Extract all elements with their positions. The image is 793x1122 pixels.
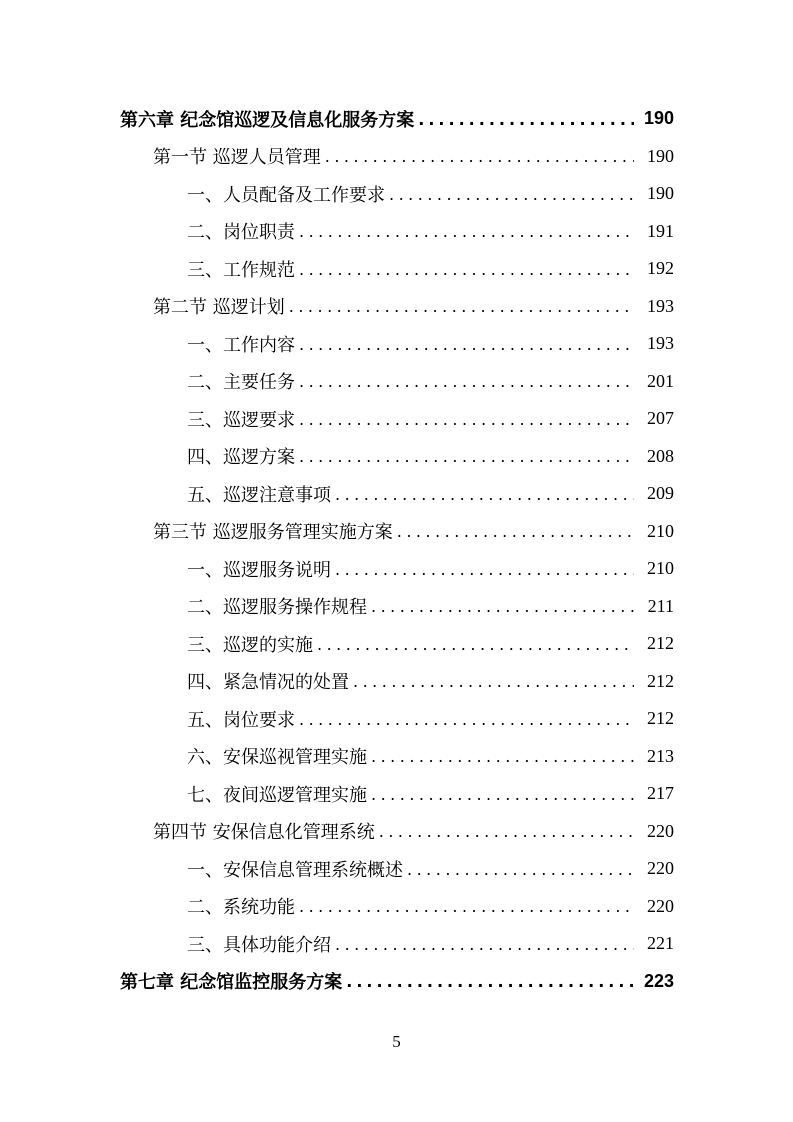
dot-leader bbox=[299, 224, 634, 240]
dot-leader bbox=[299, 374, 634, 390]
toc-entry-title: 四、巡逻方案 bbox=[187, 447, 295, 469]
dot-leader bbox=[335, 937, 634, 953]
toc-entry-title: 第六章 纪念馆巡逻及信息化服务方案 bbox=[120, 109, 415, 131]
toc-entry-title: 五、巡逻注意事项 bbox=[187, 484, 331, 506]
toc-entry-page-number: 209 bbox=[647, 483, 674, 504]
toc-entry-title: 七、夜间巡逻管理实施 bbox=[187, 784, 367, 806]
toc-subsection-entry bbox=[0, 588, 674, 626]
toc-subsection-entry bbox=[0, 888, 674, 926]
dot-leader bbox=[346, 974, 634, 990]
toc-entry-page-number: 210 bbox=[647, 520, 674, 541]
dot-leader bbox=[335, 487, 634, 503]
toc-entry-title: 一、巡逻服务说明 bbox=[187, 559, 331, 581]
dot-leader bbox=[299, 712, 634, 728]
toc-subsection-entry bbox=[0, 550, 674, 588]
toc-entry-page-number: 220 bbox=[647, 820, 674, 841]
toc-entry-page-number: 221 bbox=[647, 933, 674, 954]
toc-subsection-entry bbox=[0, 250, 674, 288]
page-number: 5 bbox=[392, 1032, 401, 1051]
toc-entry-title: 五、岗位要求 bbox=[187, 709, 295, 731]
toc-entry-page-number: 190 bbox=[647, 183, 674, 204]
dot-leader bbox=[299, 262, 634, 278]
toc-entry-title: 一、安保信息管理系统概述 bbox=[187, 859, 403, 881]
toc-entry-page-number: 193 bbox=[647, 295, 674, 316]
dot-leader bbox=[299, 449, 634, 465]
toc-entry-title: 二、岗位职责 bbox=[187, 222, 295, 244]
toc-section-entry bbox=[0, 513, 674, 551]
toc-subsection-entry bbox=[0, 738, 674, 776]
toc-entry-page-number: 220 bbox=[647, 895, 674, 916]
toc-entry-title: 第四节 安保信息化管理系统 bbox=[153, 822, 375, 844]
toc-entry-page-number: 201 bbox=[647, 370, 674, 391]
dot-leader bbox=[418, 112, 634, 128]
toc-entry-page-number: 212 bbox=[647, 670, 674, 691]
dot-leader bbox=[379, 824, 634, 840]
toc-entry-page-number: 190 bbox=[647, 145, 674, 166]
toc-entry-title: 三、工作规范 bbox=[187, 259, 295, 281]
toc-entry-title: 二、主要任务 bbox=[187, 372, 295, 394]
dot-leader bbox=[299, 899, 634, 915]
dot-leader bbox=[335, 562, 634, 578]
toc-entry-title: 二、系统功能 bbox=[187, 897, 295, 919]
dot-leader bbox=[325, 149, 634, 165]
toc-entry-title: 四、紧急情况的处置 bbox=[187, 672, 349, 694]
toc-subsection-entry bbox=[0, 213, 674, 251]
toc-subsection-entry bbox=[0, 400, 674, 438]
toc-subsection-entry bbox=[0, 850, 674, 888]
dot-leader bbox=[371, 599, 634, 615]
toc-entry-page-number: 220 bbox=[647, 858, 674, 879]
dot-leader bbox=[389, 187, 634, 203]
toc-entry-page-number: 208 bbox=[647, 445, 674, 466]
toc-entry-page-number: 212 bbox=[647, 708, 674, 729]
toc-entry-page-number: 223 bbox=[643, 970, 674, 991]
toc-subsection-entry bbox=[0, 325, 674, 363]
toc-subsection-entry bbox=[0, 700, 674, 738]
toc-entry-page-number: 213 bbox=[647, 745, 674, 766]
table-of-contents bbox=[0, 100, 793, 1000]
toc-subsection-entry bbox=[0, 438, 674, 476]
toc-entry-title: 第三节 巡逻服务管理实施方案 bbox=[153, 522, 393, 544]
dot-leader bbox=[371, 749, 634, 765]
toc-entry-page-number: 191 bbox=[647, 220, 674, 241]
toc-entry-page-number: 190 bbox=[643, 108, 674, 129]
dot-leader bbox=[299, 337, 634, 353]
dot-leader bbox=[371, 787, 634, 803]
toc-entry-title: 第二节 巡逻计划 bbox=[153, 297, 285, 319]
toc-subsection-entry bbox=[0, 475, 674, 513]
toc-section-entry bbox=[0, 813, 674, 851]
toc-entry-page-number: 211 bbox=[647, 595, 674, 616]
toc-entry-title: 一、人员配备及工作要求 bbox=[187, 184, 385, 206]
toc-entry-title: 三、巡逻要求 bbox=[187, 409, 295, 431]
toc-subsection-entry bbox=[0, 663, 674, 701]
toc-entry-title: 二、巡逻服务操作规程 bbox=[187, 597, 367, 619]
toc-subsection-entry bbox=[0, 175, 674, 213]
toc-entry-title: 六、安保巡视管理实施 bbox=[187, 747, 367, 769]
toc-subsection-entry bbox=[0, 775, 674, 813]
toc-chapter-entry bbox=[0, 100, 674, 138]
toc-entry-title: 第七章 纪念馆监控服务方案 bbox=[120, 972, 343, 994]
dot-leader bbox=[289, 299, 634, 315]
toc-entry-title: 一、工作内容 bbox=[187, 334, 295, 356]
toc-chapter-entry bbox=[0, 963, 674, 1001]
dot-leader bbox=[407, 862, 634, 878]
toc-section-entry bbox=[0, 138, 674, 176]
dot-leader bbox=[397, 524, 634, 540]
toc-entry-title: 三、巡逻的实施 bbox=[187, 634, 313, 656]
toc-subsection-entry bbox=[0, 625, 674, 663]
toc-entry-title: 第一节 巡逻人员管理 bbox=[153, 147, 321, 169]
toc-entry-page-number: 207 bbox=[647, 408, 674, 429]
toc-entry-page-number: 193 bbox=[647, 333, 674, 354]
toc-section-entry bbox=[0, 288, 674, 326]
dot-leader bbox=[317, 637, 634, 653]
dot-leader bbox=[353, 674, 634, 690]
toc-entry-title: 三、具体功能介绍 bbox=[187, 934, 331, 956]
toc-entry-page-number: 212 bbox=[647, 633, 674, 654]
toc-subsection-entry bbox=[0, 363, 674, 401]
toc-entry-page-number: 192 bbox=[647, 258, 674, 279]
toc-entry-page-number: 217 bbox=[647, 783, 674, 804]
dot-leader bbox=[299, 412, 634, 428]
toc-entry-page-number: 210 bbox=[647, 558, 674, 579]
toc-subsection-entry bbox=[0, 925, 674, 963]
